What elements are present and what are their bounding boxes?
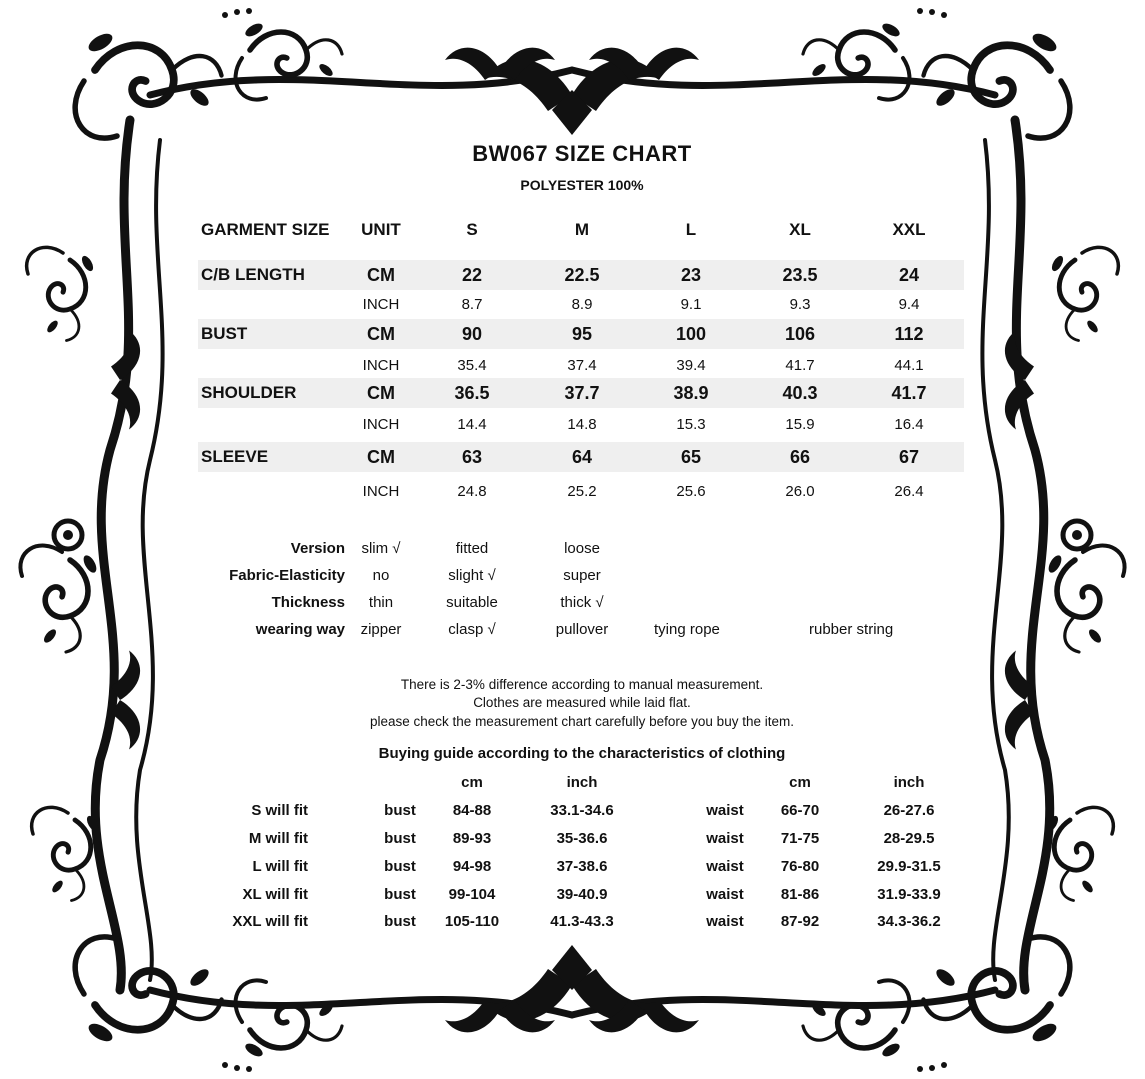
guide-fit-label: S will fit <box>251 802 308 819</box>
table-cell: 25.6 <box>676 483 706 500</box>
unit-inch: INCH <box>362 296 400 313</box>
guide-bust-label: bust <box>384 913 416 930</box>
header-garment-size: GARMENT SIZE <box>201 220 330 239</box>
guide-waist-cm: 87-92 <box>780 913 820 930</box>
table-cell: 22.5 <box>564 265 600 285</box>
guide-bust-label: bust <box>384 858 416 875</box>
attr-option: suitable <box>446 594 498 611</box>
guide-bust-cm: 94-98 <box>452 858 492 875</box>
guide-waist-cm: 81-86 <box>780 886 820 903</box>
table-cell: 24 <box>898 265 920 285</box>
unit-inch: INCH <box>362 483 400 500</box>
table-cell: 35.4 <box>457 357 487 374</box>
attr-option: slim √ <box>361 540 401 557</box>
guide-bust-label: bust <box>384 802 416 819</box>
table-cell: 44.1 <box>894 357 924 374</box>
guide-bust-cm: 89-93 <box>452 830 492 847</box>
attr-label-wearing-way: wearing way <box>255 621 345 638</box>
attr-label-fabric-elasticity: Fabric-Elasticity <box>229 567 345 584</box>
guide-header-bust-inch: inch <box>566 774 598 791</box>
guide-bust-inch: 41.3-43.3 <box>550 913 614 930</box>
guide-fit-label: XXL will fit <box>232 913 308 930</box>
guide-waist-cm: 76-80 <box>780 858 820 875</box>
table-cell: 16.4 <box>894 416 924 433</box>
guide-waist-inch: 31.9-33.9 <box>877 886 941 903</box>
guide-bust-inch: 37-38.6 <box>556 858 608 875</box>
attr-option: pullover <box>555 621 609 638</box>
attr-option: fitted <box>455 540 489 557</box>
table-cell: 37.7 <box>564 383 600 403</box>
page-title: BW067 SIZE CHART <box>472 141 692 166</box>
note-line: There is 2-3% difference according to manual measurement. <box>400 677 764 692</box>
material-subtitle: POLYESTER 100% <box>520 177 644 193</box>
table-cell: 41.7 <box>891 383 927 403</box>
guide-bust-cm: 84-88 <box>452 802 492 819</box>
guide-bust-inch: 33.1-34.6 <box>550 802 614 819</box>
guide-waist-label: waist <box>706 858 744 875</box>
guide-header-waist-inch: inch <box>893 774 925 791</box>
guide-waist-label: waist <box>706 830 744 847</box>
attr-option: no <box>372 567 390 584</box>
guide-waist-label: waist <box>706 886 744 903</box>
table-cell: 112 <box>894 324 924 344</box>
header-size-xl: XL <box>789 220 811 239</box>
unit-cm: CM <box>367 447 395 467</box>
table-cell: 106 <box>784 324 816 344</box>
guide-header-waist-cm: cm <box>789 774 811 791</box>
table-cell: 26.4 <box>894 483 924 500</box>
attr-label-version: Version <box>290 540 345 557</box>
guide-header-bust-cm: cm <box>461 774 483 791</box>
unit-cm: CM <box>367 324 395 344</box>
row-label-cb-length: C/B LENGTH <box>201 265 305 284</box>
row-label-sleeve: SLEEVE <box>201 447 269 466</box>
table-cell: 15.3 <box>676 416 706 433</box>
table-cell: 9.1 <box>680 296 702 313</box>
buying-guide-title: Buying guide according to the characteristics of clothing <box>378 745 786 762</box>
attr-option: thick √ <box>560 594 604 611</box>
unit-cm: CM <box>367 383 395 403</box>
table-cell: 67 <box>898 447 920 467</box>
guide-bust-cm: 99-104 <box>448 886 496 903</box>
table-cell: 23 <box>680 265 702 285</box>
table-cell: 24.8 <box>457 483 487 500</box>
guide-waist-label: waist <box>706 913 744 930</box>
attr-option: thin <box>368 594 394 611</box>
attr-option: zipper <box>360 621 402 638</box>
guide-bust-label: bust <box>384 830 416 847</box>
table-cell: 9.3 <box>789 296 811 313</box>
guide-bust-inch: 39-40.9 <box>556 886 608 903</box>
guide-waist-cm: 71-75 <box>780 830 820 847</box>
row-label-shoulder: SHOULDER <box>201 383 297 402</box>
table-cell: 8.9 <box>571 296 593 313</box>
header-size-l: L <box>685 220 697 239</box>
attr-option: clasp √ <box>448 621 496 638</box>
table-cell: 37.4 <box>567 357 597 374</box>
guide-waist-inch: 29.9-31.5 <box>877 858 941 875</box>
guide-waist-inch: 34.3-36.2 <box>877 913 941 930</box>
table-cell: 64 <box>571 447 593 467</box>
unit-inch: INCH <box>362 357 400 374</box>
header-size-m: M <box>574 220 590 239</box>
table-cell: 8.7 <box>461 296 483 313</box>
table-cell: 63 <box>461 447 483 467</box>
table-cell: 22 <box>461 265 483 285</box>
attr-option: loose <box>564 540 600 557</box>
table-cell: 26.0 <box>785 483 815 500</box>
attr-option: tying rope <box>654 621 720 638</box>
note-line: please check the measurement chart carefully before you buy the item. <box>370 714 794 729</box>
table-cell: 14.8 <box>567 416 597 433</box>
attr-option: super <box>563 567 601 584</box>
note-line: Clothes are measured while laid flat. <box>473 695 691 710</box>
table-cell: 41.7 <box>785 357 815 374</box>
table-cell: 9.4 <box>898 296 920 313</box>
table-cell: 38.9 <box>673 383 709 403</box>
guide-waist-cm: 66-70 <box>780 802 820 819</box>
attr-label-thickness: Thickness <box>271 594 345 611</box>
header-size-xxl: XXL <box>892 220 926 239</box>
unit-cm: CM <box>367 265 395 285</box>
table-cell: 23.5 <box>782 265 818 285</box>
table-cell: 25.2 <box>567 483 597 500</box>
row-label-bust: BUST <box>201 324 248 343</box>
guide-fit-label: XL will fit <box>242 886 308 903</box>
table-cell: 66 <box>789 447 811 467</box>
table-cell: 39.4 <box>676 357 706 374</box>
header-size-s: S <box>466 220 478 239</box>
table-cell: 36.5 <box>454 383 490 403</box>
guide-waist-inch: 28-29.5 <box>883 830 935 847</box>
table-cell: 14.4 <box>457 416 487 433</box>
guide-bust-label: bust <box>384 886 416 903</box>
table-cell: 95 <box>571 324 593 344</box>
guide-bust-inch: 35-36.6 <box>556 830 608 847</box>
table-cell: 90 <box>461 324 483 344</box>
table-cell: 40.3 <box>782 383 818 403</box>
guide-waist-label: waist <box>706 802 744 819</box>
guide-bust-cm: 105-110 <box>444 913 500 930</box>
guide-fit-label: M will fit <box>248 830 308 847</box>
header-unit: UNIT <box>361 220 401 239</box>
guide-waist-inch: 26-27.6 <box>883 802 935 819</box>
guide-fit-label: L will fit <box>252 858 308 875</box>
attr-option: slight √ <box>448 567 496 584</box>
table-cell: 15.9 <box>785 416 815 433</box>
attr-option: rubber string <box>809 621 894 638</box>
table-cell: 100 <box>675 324 707 344</box>
table-cell: 65 <box>680 447 702 467</box>
unit-inch: INCH <box>362 416 400 433</box>
